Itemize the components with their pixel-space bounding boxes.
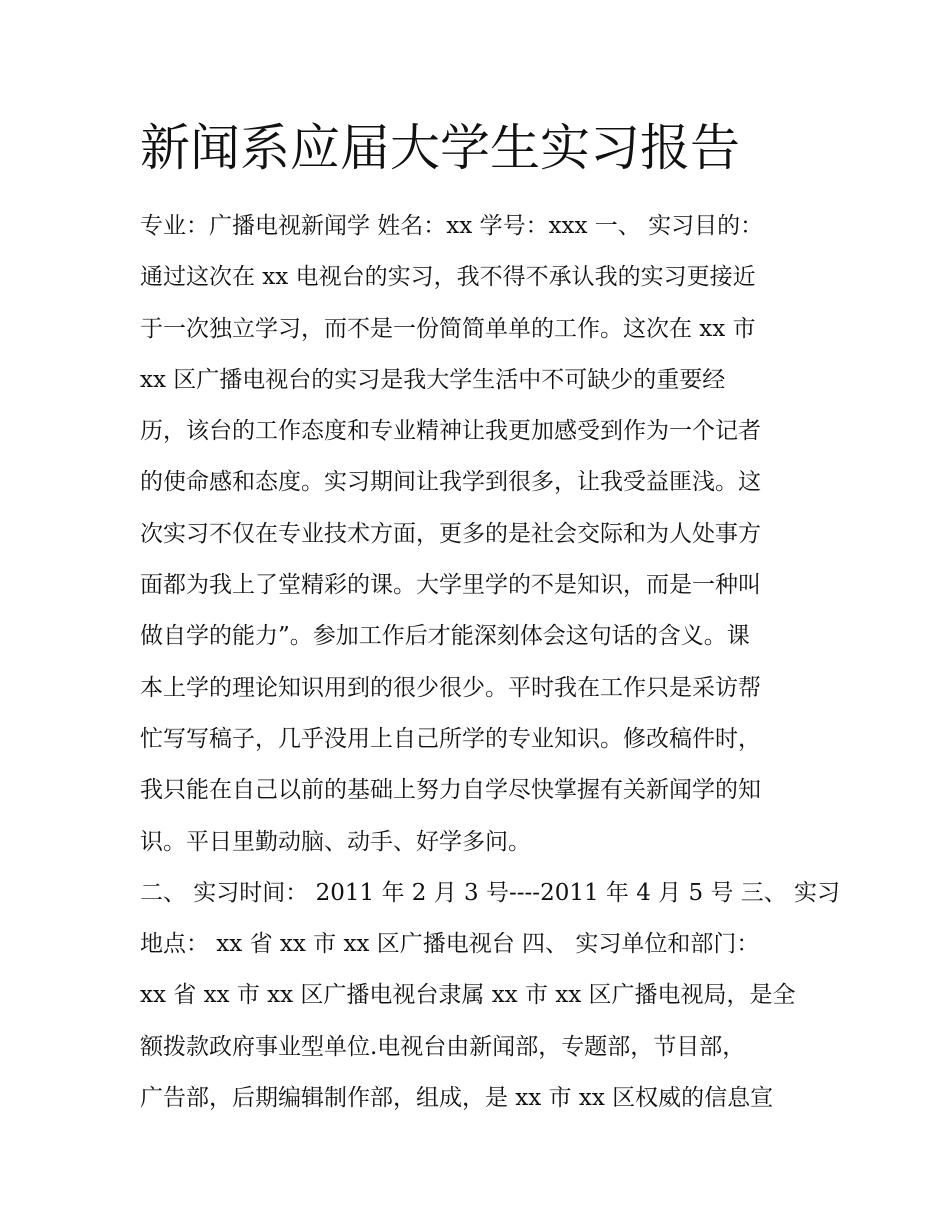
document-title: 新闻系应届大学生实习报告 [140,119,740,177]
body-line: xx 区广播电视台的实习是我大学生活中不可缺少的重要经 [140,366,726,393]
body-line: xx 省 xx 市 xx 区广播电视台隶属 xx 市 xx 区广播电视局，是全 [140,982,796,1009]
body-line: 通过这次在 xx 电视台的实习，我不得不承认我的实习更接近 [140,264,756,291]
body-line: 额拨款政府事业型单位.电视台由新闻部，专题部，节目部， [140,1033,746,1060]
body-line: 识。平日里勤动脑、动手、好学多问。 [140,828,531,855]
document-body [140,201,840,1124]
body-line: 忙写写稿子，几乎没用上自己所学的专业知识。修改稿件时， [140,725,761,752]
body-line: 做自学的能力”。参加工作后才能深刻体会这句话的含义。课 [140,623,750,650]
body-line: 历，该台的工作态度和专业精神让我更加感受到作为一个记者 [140,418,761,445]
body-line: 于一次独立学习，而不是一份简简单单的工作。这次在 xx 市 [140,315,756,342]
body-line: 本上学的理论知识用到的很少很少。平时我在工作只是采访帮 [140,674,761,701]
body-line: 专业：广播电视新闻学 姓名：xx 学号：xxx 一、 实习目的： [140,213,764,239]
body-line: 面都为我上了堂精彩的课。大学里学的不是知识，而是一种叫 [140,572,761,599]
body-line: 广告部，后期编辑制作部，组成，是 xx 市 xx 区权威的信息宣 [140,1085,774,1112]
body-line: 次实习不仅在专业技术方面，更多的是社会交际和为人处事方 [140,520,761,547]
body-line: 地点： xx 省 xx 市 xx 区广播电视台 四、 实习单位和部门： [140,931,760,958]
body-line: 我只能在自己以前的基础上努力自学尽快掌握有关新闻学的知 [140,777,761,804]
body-line: 的使命感和态度。实习期间让我学到很多，让我受益匪浅。这 [140,469,761,496]
body-line: 二、 实习时间： 2011 年 2 月 3 号----2011 年 4 月 5 号 三、 实习 [140,879,841,906]
